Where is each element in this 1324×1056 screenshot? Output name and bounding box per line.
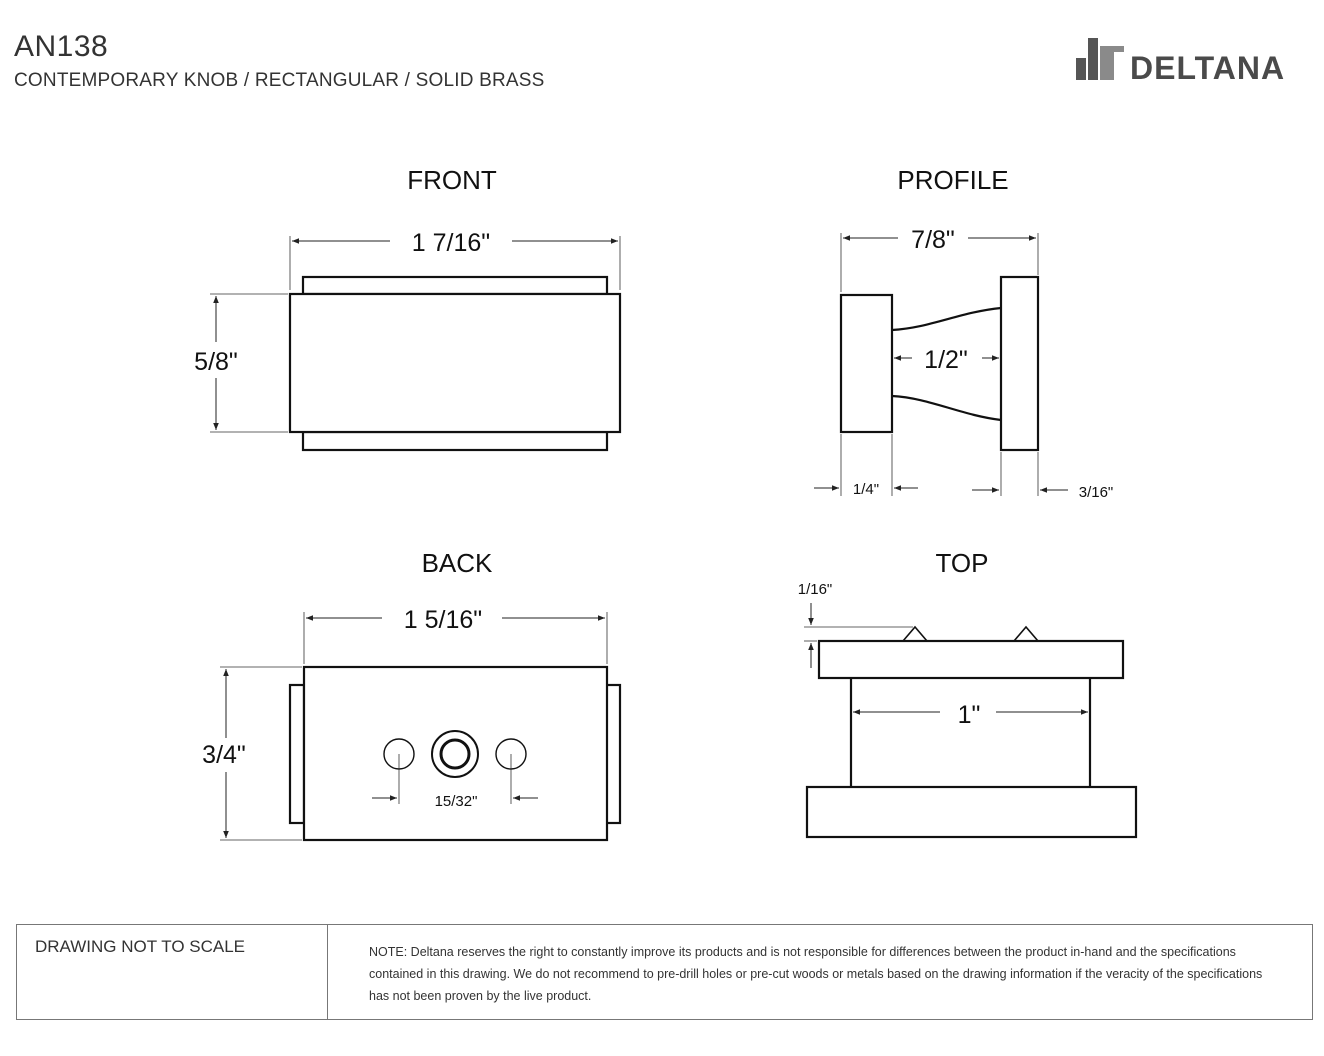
top-pin-right <box>1014 627 1038 641</box>
top-base-plate <box>807 787 1136 837</box>
profile-neck-label: 1/2" <box>924 346 968 374</box>
scale-note: DRAWING NOT TO SCALE <box>35 937 246 956</box>
front-view <box>290 277 620 450</box>
back-hole-spacing-label: 15/32" <box>434 793 478 810</box>
product-description: CONTEMPORARY KNOB / RECTANGULAR / SOLID BRASS <box>14 70 545 91</box>
front-width-label: 1 7/16" <box>411 229 491 257</box>
model-number: AN138 <box>14 30 109 63</box>
brand-name: DELTANA <box>1130 50 1286 86</box>
back-width-label: 1 5/16" <box>403 606 483 634</box>
front-body <box>290 294 620 432</box>
profile-depth-label: 7/8" <box>911 226 955 254</box>
profile-face-label: 3/16" <box>1078 484 1114 501</box>
front-top-plate <box>303 277 607 294</box>
top-pin-label: 1/16" <box>797 581 833 598</box>
back-view-title: BACK <box>421 548 493 578</box>
top-width-label: 1" <box>957 701 981 729</box>
top-pin-left <box>903 627 927 641</box>
top-view <box>807 627 1136 837</box>
top-view-title: TOP <box>935 548 989 578</box>
back-height-label: 3/4" <box>202 741 246 769</box>
profile-neck-upper <box>892 308 1001 330</box>
profile-view-title: PROFILE <box>897 165 1009 195</box>
back-view <box>290 667 620 840</box>
front-bottom-plate <box>303 432 607 450</box>
back-body <box>304 667 607 840</box>
profile-face <box>1001 277 1038 450</box>
footer-box <box>16 924 1313 1020</box>
front-view-title: FRONT <box>407 165 497 195</box>
profile-base <box>841 295 892 432</box>
footer-scale-cell <box>17 925 328 1019</box>
top-face-plate <box>819 641 1123 678</box>
front-height-label: 5/8" <box>194 348 238 376</box>
disclaimer-note: NOTE: Deltana reserves the right to constantly improve its products and is not responsible for differences between the product in-hand and the specifications contained in this drawing. We do not recommend to pre-drill holes or pre-cut woods or metals based on the drawing information if the veracity of the specifications has not been proven by the live product. <box>369 945 1263 1003</box>
back-left-lip <box>290 685 304 823</box>
profile-base-label: 1/4" <box>852 481 880 498</box>
profile-neck-lower <box>892 396 1001 420</box>
